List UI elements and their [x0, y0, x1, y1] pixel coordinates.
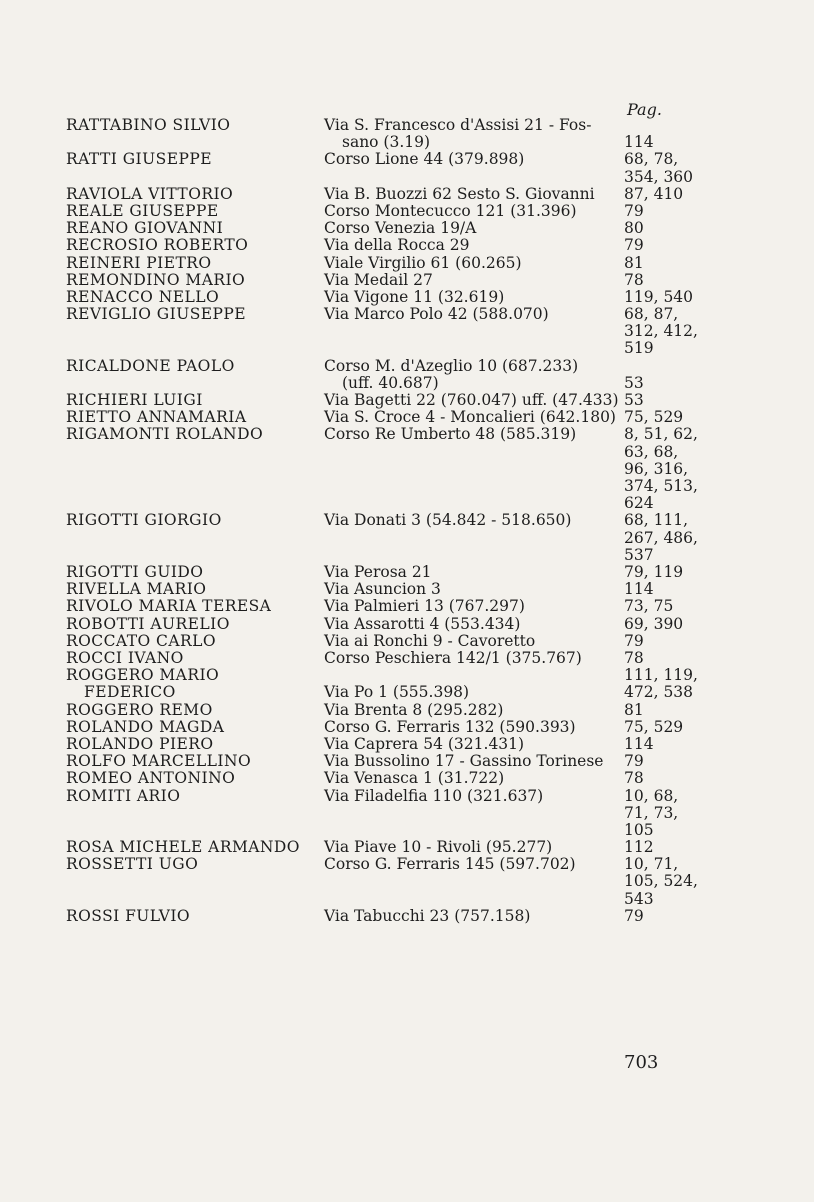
entry-address-line — [324, 667, 469, 684]
entry-name-line: ROGGERO MARIO — [66, 666, 220, 685]
entry-name — [66, 255, 212, 272]
entry-name — [66, 856, 198, 873]
entry-address-line: Via Bussolino 17 - Gassino Torinese — [324, 752, 604, 771]
entry-address-line: Corso M. d'Azeglio 10 (687.233) — [324, 356, 579, 375]
directory-entry — [0, 667, 814, 701]
entry-pages — [624, 753, 644, 770]
directory-entry — [0, 908, 814, 925]
directory-entry — [0, 770, 814, 787]
entry-pages-line: 119, 540 — [624, 287, 694, 306]
entry-address-line: Corso Peschiera 142/1 (375.767) — [324, 648, 582, 667]
entry-pages — [624, 908, 644, 925]
directory-entry — [0, 392, 814, 409]
entry-name — [66, 220, 223, 237]
entry-address-line: Via Perosa 21 — [324, 563, 432, 582]
entry-pages-line: 69, 390 — [624, 614, 684, 633]
entry-address-line: Via S. Croce 4 - Moncalieri (642.180) — [324, 408, 616, 427]
entry-name-line: RIVOLO MARIA TERESA — [66, 597, 272, 616]
entry-address — [324, 564, 432, 581]
entry-pages-line: 87, 410 — [624, 184, 684, 203]
entry-name — [66, 908, 190, 925]
entry-pages — [624, 598, 673, 615]
entry-address-line: Corso Lione 44 (379.898) — [324, 150, 525, 169]
entry-name — [66, 306, 246, 323]
entry-address-line: Via Marco Polo 42 (588.070) — [324, 305, 549, 324]
entry-pages-line: 75, 529 — [624, 717, 684, 736]
entry-name — [66, 788, 180, 805]
page-column-header: Pag. — [627, 100, 662, 119]
entry-address-line: sano (3.19) — [342, 133, 431, 152]
entry-address — [324, 220, 476, 237]
entry-pages — [624, 616, 683, 633]
directory-entry — [0, 289, 814, 306]
entry-name-line: RIETTO ANNAMARIA — [66, 408, 247, 427]
entry-address-line: Via ai Ronchi 9 - Cavoretto — [324, 631, 536, 650]
entry-address-line: Via Donati 3 (54.842 - 518.650) — [324, 511, 572, 530]
entry-pages — [624, 237, 644, 254]
entry-name-line: ROGGERO REMO — [66, 700, 213, 719]
entry-pages — [624, 409, 683, 426]
entry-pages — [624, 581, 654, 598]
entry-address — [324, 719, 576, 736]
entry-pages — [624, 788, 678, 840]
entry-address-line: Corso Montecucco 121 (31.396) — [324, 201, 577, 220]
directory-entry — [0, 856, 814, 908]
entry-name-line: RATTI GIUSEPPE — [66, 150, 213, 169]
entry-name — [66, 719, 224, 736]
entry-pages — [624, 255, 644, 272]
directory-entry — [0, 616, 814, 633]
directory-entry — [0, 633, 814, 650]
entry-pages-line: 78 — [624, 648, 644, 667]
entry-pages-line: 79 — [624, 906, 644, 925]
directory-entry — [0, 702, 814, 719]
entry-name-line: FEDERICO — [84, 683, 176, 702]
entry-address — [324, 581, 441, 598]
entry-pages-line: 267, 486, — [624, 528, 698, 547]
entry-pages-line: 374, 513, — [624, 477, 698, 496]
directory-entry — [0, 736, 814, 753]
directory-entry — [0, 426, 814, 512]
entry-address — [324, 770, 504, 787]
entry-name-line: ROLANDO PIERO — [66, 734, 214, 753]
directory-entry — [0, 719, 814, 736]
entry-address-line: Corso G. Ferraris 145 (597.702) — [324, 855, 576, 874]
entry-address — [324, 908, 530, 925]
entry-pages-line: 79 — [624, 631, 644, 650]
entry-name-line: ROCCATO CARLO — [66, 631, 216, 650]
entry-pages-line: 112 — [624, 838, 654, 857]
entry-pages — [624, 426, 698, 512]
entry-pages — [624, 650, 644, 667]
entry-pages — [624, 719, 683, 736]
entry-pages-line: 105 — [624, 820, 654, 839]
entry-pages-line: 312, 412, — [624, 322, 698, 341]
entry-address-line: Via Caprera 54 (321.431) — [324, 734, 525, 753]
entry-pages — [624, 186, 683, 203]
entry-address — [324, 272, 433, 289]
entry-address — [324, 306, 549, 323]
page-number: 703 — [624, 1052, 659, 1073]
entry-pages-line: 354, 360 — [624, 167, 694, 186]
entry-pages — [624, 512, 698, 564]
entry-address — [324, 667, 469, 701]
entry-pages-line: 78 — [624, 270, 644, 289]
entry-pages — [624, 151, 693, 185]
entry-pages-line: 10, 68, — [624, 786, 679, 805]
entry-name — [66, 272, 245, 289]
entry-pages — [624, 306, 698, 358]
entry-pages-line: 80 — [624, 219, 644, 238]
directory-entry — [0, 564, 814, 581]
entry-name — [66, 358, 235, 375]
entry-pages — [624, 856, 698, 908]
entry-pages — [624, 633, 644, 650]
entry-pages — [624, 702, 644, 719]
entry-address-line: Via Medail 27 — [324, 270, 433, 289]
entry-name — [66, 117, 230, 134]
entry-name — [66, 186, 233, 203]
entry-address — [324, 598, 525, 615]
entry-address-line: Via Tabucchi 23 (757.158) — [324, 906, 531, 925]
entry-name — [66, 564, 203, 581]
entry-name-line: RENACCO NELLO — [66, 287, 220, 306]
entry-name-line: ROBOTTI AURELIO — [66, 614, 230, 633]
entry-name-line: RIGOTTI GUIDO — [66, 563, 204, 582]
entry-address-line: Via Palmieri 13 (767.297) — [324, 597, 525, 616]
entry-name-line: REVIGLIO GIUSEPPE — [66, 305, 247, 324]
entry-name-line: RICHIERI LUIGI — [66, 391, 203, 410]
entry-address-line: Via Po 1 (555.398) — [324, 683, 470, 702]
directory-entry — [0, 581, 814, 598]
entry-address — [324, 255, 522, 272]
entry-address-line: Corso G. Ferraris 132 (590.393) — [324, 717, 576, 736]
directory-entry — [0, 220, 814, 237]
entry-address — [324, 151, 524, 168]
entry-pages — [624, 272, 644, 289]
entry-name — [66, 512, 222, 529]
entry-name-line: RECROSIO ROBERTO — [66, 236, 249, 255]
directory-entry — [0, 358, 814, 392]
entry-name — [66, 616, 230, 633]
entry-address — [324, 736, 524, 753]
entry-name — [66, 702, 213, 719]
entry-pages-line: 75, 529 — [624, 408, 684, 427]
entry-name-line: REINERI PIETRO — [66, 253, 212, 272]
directory-entry — [0, 255, 814, 272]
entry-address — [324, 117, 591, 151]
entry-pages-line: 519 — [624, 339, 654, 358]
entry-name — [66, 581, 206, 598]
entry-pages-line: 111, 119, — [624, 666, 698, 685]
directory-entry — [0, 512, 814, 564]
entry-address-line: Via Filadelfia 110 (321.637) — [324, 786, 544, 805]
entry-address-line: Corso Venezia 19/A — [324, 219, 477, 238]
entry-name — [66, 426, 263, 443]
entry-name-line: ROMEO ANTONINO — [66, 769, 236, 788]
entry-address — [324, 633, 535, 650]
entry-address-line: Via B. Buozzi 62 Sesto S. Giovanni — [324, 184, 595, 203]
directory-entry — [0, 598, 814, 615]
entry-pages-line: 68, 78, — [624, 150, 679, 169]
entry-pages-line: 472, 538 — [624, 683, 694, 702]
entry-name — [66, 839, 300, 856]
entry-address — [324, 856, 576, 873]
entry-pages — [624, 839, 654, 856]
entry-address-line: Via della Rocca 29 — [324, 236, 470, 255]
entry-address-line: Via S. Francesco d'Assisi 21 - Fos- — [324, 116, 592, 134]
entry-pages — [624, 564, 683, 581]
directory-entry — [0, 151, 814, 185]
entry-name-line: ROSSETTI UGO — [66, 855, 199, 874]
entry-address — [324, 616, 520, 633]
entry-pages-line: 8, 51, 62, — [624, 425, 698, 444]
entry-address — [324, 702, 503, 719]
entry-pages-line: 71, 73, — [624, 803, 679, 822]
entry-pages-line: 543 — [624, 889, 654, 908]
entry-pages-line: 624 — [624, 494, 654, 513]
entry-address — [324, 237, 469, 254]
entry-address-line: Viale Virgilio 61 (60.265) — [324, 253, 522, 272]
entry-address — [324, 358, 578, 392]
entry-name-line: ROMITI ARIO — [66, 786, 181, 805]
entry-pages — [624, 392, 644, 409]
entry-name-line: REALE GIUSEPPE — [66, 201, 219, 220]
entry-pages-line: 96, 316, — [624, 459, 689, 478]
entry-address — [324, 788, 543, 805]
entry-name-line: RIGOTTI GIORGIO — [66, 511, 222, 530]
entry-name — [66, 392, 203, 409]
entry-name — [66, 151, 212, 168]
entry-pages-line: 114 — [624, 133, 654, 152]
entry-name-line: REANO GIOVANNI — [66, 219, 224, 238]
entry-name-line: RIGAMONTI ROLANDO — [66, 425, 264, 444]
entry-pages — [624, 358, 644, 392]
entry-pages-line: 53 — [624, 391, 644, 410]
directory-entry — [0, 203, 814, 220]
entry-pages — [624, 117, 654, 151]
entry-name — [66, 650, 184, 667]
entry-name — [66, 736, 214, 753]
entry-name-line: ROSSI FULVIO — [66, 906, 191, 925]
entry-name-line: ROLFO MARCELLINO — [66, 752, 252, 771]
entry-address-line: Via Bagetti 22 (760.047) uff. (47.433) — [324, 391, 619, 410]
entry-pages — [624, 667, 698, 701]
entry-pages-line — [624, 358, 644, 375]
directory-entry — [0, 306, 814, 358]
entry-address-line: Via Venasca 1 (31.722) — [324, 769, 505, 788]
entry-pages — [624, 736, 654, 753]
directory-entry — [0, 409, 814, 426]
directory-entry — [0, 650, 814, 667]
entry-name — [66, 598, 271, 615]
entry-address-line: (uff. 40.687) — [342, 373, 439, 392]
entry-address — [324, 186, 595, 203]
entry-pages-line: 63, 68, — [624, 442, 679, 461]
entry-name — [66, 667, 219, 701]
directory-entries — [0, 117, 814, 925]
entry-pages — [624, 770, 644, 787]
entry-name-line: RATTABINO SILVIO — [66, 116, 231, 134]
entry-address-line: Via Piave 10 - Rivoli (95.277) — [324, 838, 553, 857]
entry-name-line: RICALDONE PAOLO — [66, 356, 235, 375]
directory-entry — [0, 753, 814, 770]
entry-address — [324, 512, 571, 529]
entry-name — [66, 753, 251, 770]
directory-entry — [0, 117, 814, 151]
entry-address-line: Corso Re Umberto 48 (585.319) — [324, 425, 577, 444]
entry-pages-line: 68, 87, — [624, 305, 679, 324]
entry-pages — [624, 289, 693, 306]
entry-pages — [624, 203, 644, 220]
entry-pages-line: 114 — [624, 580, 654, 599]
entry-pages-line: 114 — [624, 734, 654, 753]
directory-entry — [0, 237, 814, 254]
entry-pages-line: 81 — [624, 253, 644, 272]
entry-name-line: ROSA MICHELE ARMANDO — [66, 838, 300, 857]
entry-name — [66, 409, 246, 426]
directory-entry — [0, 186, 814, 203]
entry-address — [324, 839, 552, 856]
entry-address-line: Via Asuncion 3 — [324, 580, 441, 599]
entry-name — [66, 237, 248, 254]
entry-name — [66, 203, 219, 220]
entry-pages-line: 105, 524, — [624, 872, 698, 891]
entry-address — [324, 289, 504, 306]
entry-pages-line: 537 — [624, 545, 654, 564]
entry-address-line: Via Assarotti 4 (553.434) — [324, 614, 521, 633]
entry-pages — [624, 220, 644, 237]
directory-entry — [0, 839, 814, 856]
entry-pages-line: 79 — [624, 752, 644, 771]
entry-pages-line: 53 — [624, 373, 644, 392]
entry-address — [324, 426, 576, 443]
entry-name — [66, 289, 219, 306]
entry-address — [324, 753, 603, 770]
entry-pages-line: 73, 75 — [624, 597, 674, 616]
directory-entry — [0, 272, 814, 289]
entry-address — [324, 409, 616, 426]
entry-pages-line: 79 — [624, 201, 644, 220]
entry-address — [324, 203, 577, 220]
entry-name-line: ROCCI IVANO — [66, 648, 184, 667]
entry-address — [324, 392, 619, 409]
entry-pages-line: 68, 111, — [624, 511, 689, 530]
entry-pages-line: 78 — [624, 769, 644, 788]
entry-pages-line: 79, 119 — [624, 563, 684, 582]
entry-pages-line: 10, 71, — [624, 855, 679, 874]
entry-name-line: ROLANDO MAGDA — [66, 717, 225, 736]
entry-pages-line: 79 — [624, 236, 644, 255]
entry-address — [324, 650, 582, 667]
directory-entry — [0, 788, 814, 840]
entry-name — [66, 770, 235, 787]
entry-name-line: RAVIOLA VITTORIO — [66, 184, 234, 203]
entry-name-line: RIVELLA MARIO — [66, 580, 207, 599]
entry-address-line: Via Vigone 11 (32.619) — [324, 287, 505, 306]
entry-name-line: REMONDINO MARIO — [66, 270, 246, 289]
entry-pages-line: 81 — [624, 700, 644, 719]
entry-name — [66, 633, 216, 650]
entry-pages-line — [624, 117, 654, 134]
entry-address-line: Via Brenta 8 (295.282) — [324, 700, 504, 719]
